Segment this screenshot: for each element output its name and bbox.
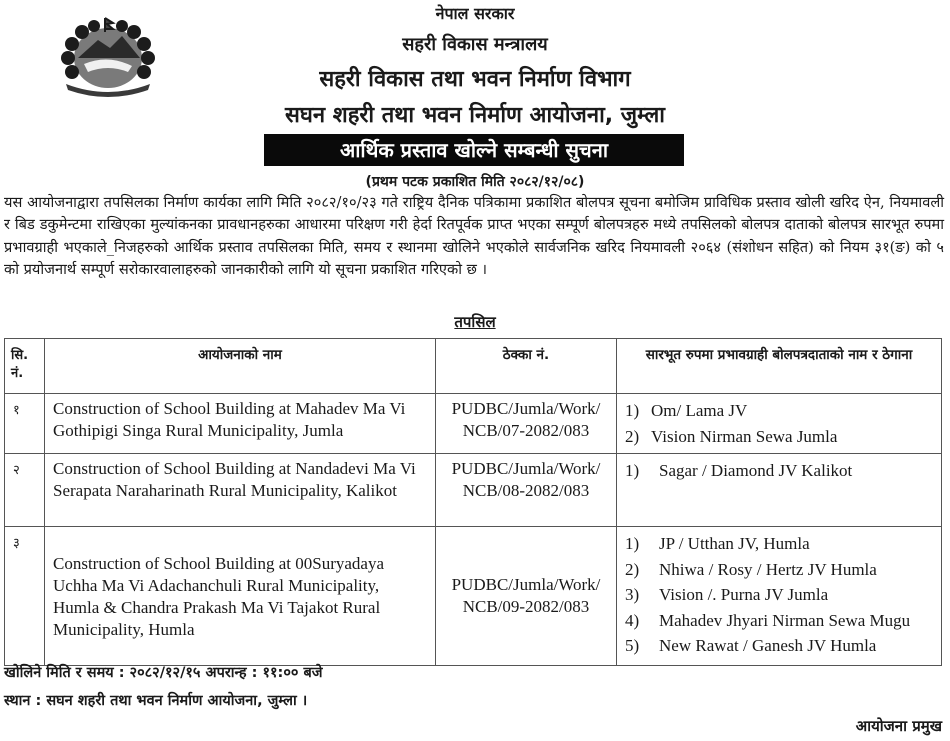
notice-title-banner: आर्थिक प्रस्ताव खोल्ने सम्बन्धी सुचना [264,134,684,166]
bidder-number: 3) [625,585,640,604]
notice-body-paragraph: यस आयोजनाद्वारा तपसिलका निर्माण कार्यका लागि मिति २०८२/१०/२३ गते राष्ट्रिय दैनिक पत्रिकामा प्रकाशित बोलपत्र सूचना बमोजिम प्राविधिक प्रस्ताव खोली खरिद ऐन, नियमावली र बिड डकुमेन्टमा राखिएका मुल्यांकनका प्रावधानहरुका आधारमा परिक्षण गरी हेर्दा रितपूर्वक प्राप्त भएका सम्पूर्ण बोलपत्रहरु मध्ये तपसिलको बोलपत्र दाताको बोलपत्र सारभूत रुपमा प्रभावग्राही भएकाले_निजहरुको आर्थिक प्रस्ताव तपसिलका मिति, समय र स्थानमा खोलिने भएकोले सार्वजनिक खरिद नियमावली २०६४ (संशोधन सहित) को नियम ३१(ङ) को ५ को प्रयोजनार्थ सम्पूर्ण सरोकारवालाहरुको जानकारीको लागि यो सूचना प्रकाशित गरिएको छ । [4,194,944,278]
bidder-item [625,608,933,634]
bidder-name: Mahadev Jhyari Nirman Sewa Mugu [659,610,911,630]
project-name: Construction of School Building at Mahadev Ma Vi Gothipigi Singa Rural Municipality, Jumla [45,394,436,454]
bidders-table [4,338,942,666]
bidder-number: 2) [625,426,640,446]
table-row [5,454,942,527]
bidder-list [617,394,942,454]
table-header-row [5,339,942,394]
bidder-number: 1) [625,461,640,480]
serial-number: ३ [5,527,45,666]
government-name: नेपाल सरकार [435,4,515,23]
publication-date: (प्रथम पटक प्रकाशित मिति २०८२/१२/०८) [365,174,585,190]
nepal-emblem-logo [58,14,158,98]
bidder-item [625,557,933,583]
serial-number: २ [5,454,45,527]
bidder-name: Vision Nirman Sewa Jumla [651,426,838,446]
table-row [5,394,942,454]
department-name: सहरी विकास तथा भवन निर्माण विभाग [319,67,631,92]
contract-number: PUDBC/Jumla/Work/ NCB/07-2082/083 [436,394,617,454]
contract-number: PUDBC/Jumla/Work/ NCB/09-2082/083 [436,527,617,666]
project-office-name: सघन शहरी तथा भवन निर्माण आयोजना, जुम्ला [285,103,665,128]
opening-location: स्थान : सघन शहरी तथा भवन निर्माण आयोजना, जुम्ला । [4,693,308,709]
table-row [5,527,942,666]
bidder-item [625,458,933,484]
bidder-item [625,633,933,659]
project-name: Construction of School Building at Nandadevi Ma Vi Serapata Naraharinath Rural Municipality, Kalikot [45,454,436,527]
ministry-name: सहरी विकास मन्त्रालय [402,34,548,55]
bidder-item [625,531,933,557]
bidder-name: Nhiwa / Rosy / Hertz JV Humla [659,559,877,579]
bidder-number: 5) [625,636,640,655]
bidder-list [617,527,942,666]
col-header-serial: सि. नं. [5,339,45,394]
bidder-item [625,398,933,424]
bidder-list [617,454,942,527]
project-name: Construction of School Building at 00Suryadaya Uchha Ma Vi Adachanchuli Rural Municipality, Humla & Chandra Prakash Ma Vi Tajakot Rural Municipality, Humla [45,527,436,666]
serial-number: १ [5,394,45,454]
contract-number: PUDBC/Jumla/Work/ NCB/08-2082/083 [436,454,617,527]
signatory-title: आयोजना प्रमुख [855,717,942,735]
opening-date-time: खोलिने मिति र समय : २०८२/१२/१५ अपरान्ह : ११:०० बजे [4,665,323,681]
schedule-heading [0,312,950,332]
bidder-name: New Rawat / Ganesh JV Humla [659,636,877,655]
col-header-bidders: सारभूत रुपमा प्रभावग्राही बोलपत्रदाताको नाम र ठेगाना [617,339,942,394]
schedule-heading-text: तपसिल [454,313,496,331]
bidder-number: 1) [625,534,640,553]
bidder-number: 4) [625,610,640,630]
bidder-name: JP / Utthan JV, Humla [659,534,810,553]
bidder-name: Vision /. Purna JV Jumla [659,585,829,604]
bidder-item [625,424,933,450]
col-header-project: आयोजनाको नाम [45,339,436,394]
bidder-name: Sagar / Diamond JV Kalikot [659,461,853,480]
bidder-number: 2) [625,559,640,579]
bidder-name: Om/ Lama JV [651,401,748,420]
col-header-contract: ठेक्का नं. [436,339,617,394]
bidder-number: 1) [625,401,640,420]
bidder-item [625,582,933,608]
